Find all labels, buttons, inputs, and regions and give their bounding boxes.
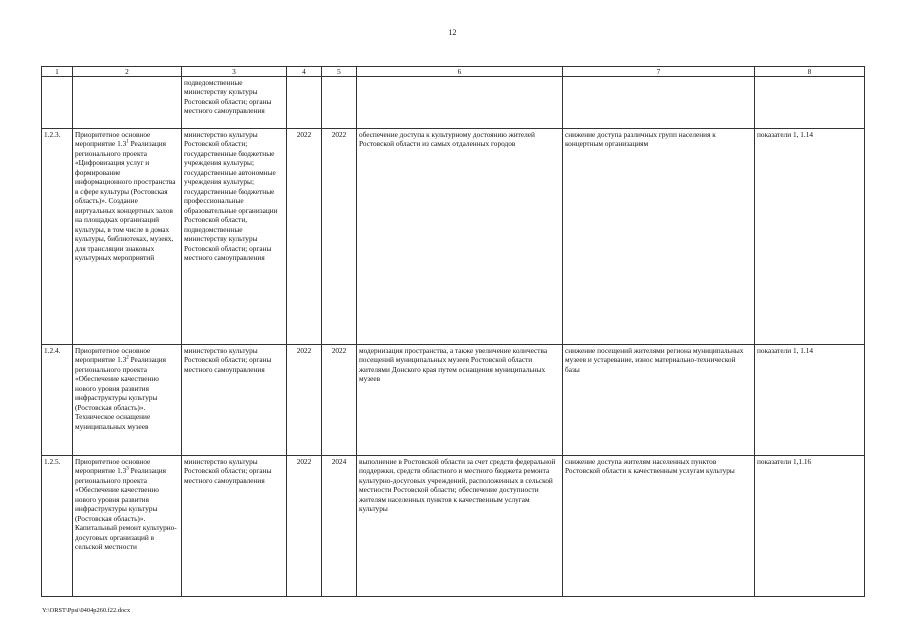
activity-name: Приоритетное основное мероприятие 1.3 (75, 457, 151, 476)
start-year: 2022 (287, 456, 322, 597)
footnote-mark: 1 (126, 140, 129, 146)
continuation-row (42, 77, 865, 129)
indicator-link: показатели 1, 1.14 (755, 345, 865, 456)
cell-empty (563, 77, 755, 129)
consequence: снижение доступа жителям населенных пунктов Ростовской области к качественным услугам культуры (563, 456, 755, 597)
cell-empty (357, 77, 563, 129)
end-year: 2022 (322, 345, 357, 456)
header-cell: 6 (357, 67, 563, 77)
header-cell: 1 (42, 67, 73, 77)
expected-result: модернизация пространства, а также увеличение количества посещений муниципальных музеев Ростовской области жителями Донского края путем оснащения муниципальных музеев (357, 345, 563, 456)
cell-empty (322, 77, 357, 129)
cont-executor-cell: подведомственные министерству культуры Ростовской области; органы местного самоуправления (182, 77, 287, 129)
table-row (42, 345, 865, 456)
activity-name-cont: Реализация регионального проекта «Обеспечение качественно нового уровня развития инфраструктуры культуры (Ростовская область)». Техническое оснащение муниципальных музеев (75, 355, 167, 431)
cell-empty (42, 77, 73, 129)
cell-empty (755, 77, 865, 129)
activity-name: Приоритетное основное мероприятие 1.3 (75, 346, 151, 365)
executor-cell: министерство культуры Ростовской области; государственные бюджетные учреждения культуры; государственные автономные учреждения культуры; государственные бюджетные профессиональные образовательные организации Ростовской области, подведомственные министерству культуры Ростовской области; органы местного самоуправления (182, 129, 287, 345)
cell-empty (73, 77, 182, 129)
column-number-row (42, 67, 865, 77)
row-number: 1.2.4. (42, 345, 73, 456)
header-cell: 5 (322, 67, 357, 77)
header-cell: 3 (182, 67, 287, 77)
expected-result: обеспечение доступа к культурному достоянию жителей Ростовской области из самых отдаленных городов (357, 129, 563, 345)
consequence: снижение посещений жителями региона муниципальных музеев и устаревание, износ материально-технической базы (563, 345, 755, 456)
footer-file-path: Y:\ORST\Ppsi\0404p260.f22.docx (42, 607, 131, 614)
footnote-mark: 3 (126, 467, 129, 473)
executor-cell: министерство культуры Ростовской области; органы местного самоуправления (182, 456, 287, 597)
activity-name: Приоритетное основное мероприятие 1.3 (75, 130, 151, 149)
activity-name-cell (73, 456, 182, 597)
indicator-link: показатели 1,1.16 (755, 456, 865, 597)
row-number: 1.2.3. (42, 129, 73, 345)
activity-name-cont: Реализация регионального проекта «Обеспечение качественно нового уровня развития инфраструктуры культуры (Ростовская область)». Капитальный ремонт культурно-досуговых организаций в сельской местности (75, 466, 177, 552)
activity-name-cell (73, 345, 182, 456)
table-row (42, 456, 865, 597)
header-cell: 7 (563, 67, 755, 77)
row-number: 1.2.5. (42, 456, 73, 597)
header-cell: 8 (755, 67, 865, 77)
header-cell: 2 (73, 67, 182, 77)
start-year: 2022 (287, 345, 322, 456)
activities-table (41, 66, 865, 597)
start-year: 2022 (287, 129, 322, 345)
page-number: 12 (448, 28, 457, 37)
table-row (42, 129, 865, 345)
footnote-mark: 2 (126, 356, 129, 362)
expected-result: выполнение в Ростовской области за счет средств федеральной поддержки, средств областного и местного бюджета ремонта культурно-досуговых учреждений, расположенных в сельской местности Ростовской области; обеспечение доступности жителям населенных пунктов к качественным услугам культуры (357, 456, 563, 597)
consequence: снижение доступа различных групп населения к концертным организациям (563, 129, 755, 345)
header-cell: 4 (287, 67, 322, 77)
end-year: 2024 (322, 456, 357, 597)
cell-empty (287, 77, 322, 129)
indicator-link: показатели 1, 1.14 (755, 129, 865, 345)
activity-name-cont: Реализация регионального проекта «Цифровизация услуг и формирование информационного пространства в сфере культуры (Ростовская область)». Создание виртуальных концертных залов на площадках организаций культуры, в том числе в домах культуры, библиотеках, музеях, для трансляции знаковых культурных мероприятий (75, 139, 176, 263)
end-year: 2022 (322, 129, 357, 345)
activity-name-cell (73, 129, 182, 345)
executor-cell: министерство культуры Ростовской области; органы местного самоуправления (182, 345, 287, 456)
